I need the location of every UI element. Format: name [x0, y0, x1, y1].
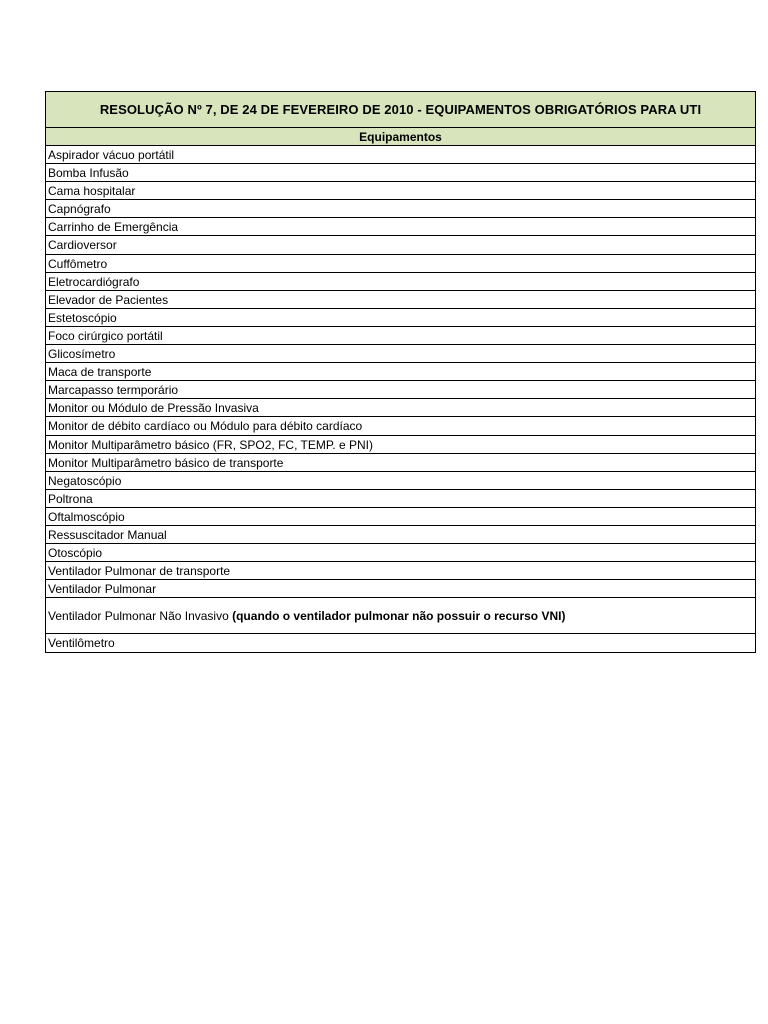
- table-row: [46, 218, 755, 236]
- equipment-name: Oftalmoscópio: [48, 509, 125, 524]
- table-row: [46, 436, 755, 454]
- equipment-name: Monitor Multiparâmetro básico (FR, SPO2, FC, TEMP. e PNI): [48, 437, 373, 452]
- table-row: [46, 634, 755, 652]
- equipment-name: Estetoscópio: [48, 310, 117, 325]
- table-row: [46, 454, 755, 472]
- equipment-name: Ventilador Pulmonar Não Invasivo: [48, 609, 233, 624]
- table-row: [46, 508, 755, 526]
- equipment-name: Capnógrafo: [48, 202, 111, 217]
- table-row: [46, 598, 755, 634]
- equipment-table: [45, 91, 756, 653]
- table-row: [46, 182, 755, 200]
- table-row: [46, 580, 755, 598]
- table-row: [46, 544, 755, 562]
- table-row: [46, 381, 755, 399]
- equipment-name: Elevador de Pacientes: [48, 292, 169, 307]
- equipment-name: Cama hospitalar: [48, 184, 136, 199]
- equipment-name: Cuffômetro: [48, 256, 108, 271]
- equipment-name: Negatoscópio: [48, 473, 122, 488]
- table-row: [46, 526, 755, 544]
- table-row: [46, 164, 755, 182]
- table-row: [46, 399, 755, 417]
- equipment-note: (quando o ventilador pulmonar não possuir o recurso VNI): [232, 609, 566, 624]
- equipment-name: Monitor de débito cardíaco ou Módulo para débito cardíaco: [48, 419, 363, 434]
- equipment-name: Bomba Infusão: [48, 166, 129, 181]
- table-row: [46, 345, 755, 363]
- table-row: [46, 562, 755, 580]
- table-row: [46, 472, 755, 490]
- equipment-name: Aspirador vácuo portátil: [48, 148, 175, 162]
- equipment-name: Poltrona: [48, 491, 93, 506]
- equipment-name: Cardioversor: [48, 238, 117, 253]
- equipment-name: Eletrocardiógrafo: [48, 274, 140, 289]
- table-row: [46, 417, 755, 435]
- equipment-name: Ressuscitador Manual: [48, 527, 167, 542]
- table-row: [46, 291, 755, 309]
- equipment-name: Maca de transporte: [48, 365, 152, 380]
- equipment-name: Ventilador Pulmonar: [48, 582, 157, 597]
- equipment-name: Marcapasso termporário: [48, 383, 179, 398]
- table-row: [46, 255, 755, 273]
- table-row: [46, 490, 755, 508]
- column-header-equipamentos: Equipamentos: [46, 128, 755, 146]
- table-row: [46, 327, 755, 345]
- equipment-name: Glicosímetro: [48, 347, 116, 362]
- equipment-list: [46, 146, 755, 652]
- table-row: [46, 363, 755, 381]
- equipment-name: Monitor ou Módulo de Pressão Invasiva: [48, 401, 259, 416]
- equipment-name: Otoscópio: [48, 546, 103, 561]
- equipment-name: Ventilador Pulmonar de transporte: [48, 564, 231, 579]
- equipment-name: Foco cirúrgico portátil: [48, 328, 163, 343]
- table-row: [46, 146, 755, 164]
- equipment-name: Ventilômetro: [48, 636, 115, 651]
- table-row: [46, 200, 755, 218]
- table-row: [46, 273, 755, 291]
- table-row: [46, 236, 755, 254]
- table-row: [46, 309, 755, 327]
- equipment-name: Monitor Multiparâmetro básico de transporte: [48, 455, 284, 470]
- table-title: RESOLUÇÃO Nº 7, DE 24 DE FEVEREIRO DE 2010 - EQUIPAMENTOS OBRIGATÓRIOS PARA UTI: [46, 92, 755, 128]
- equipment-name: Carrinho de Emergência: [48, 220, 179, 235]
